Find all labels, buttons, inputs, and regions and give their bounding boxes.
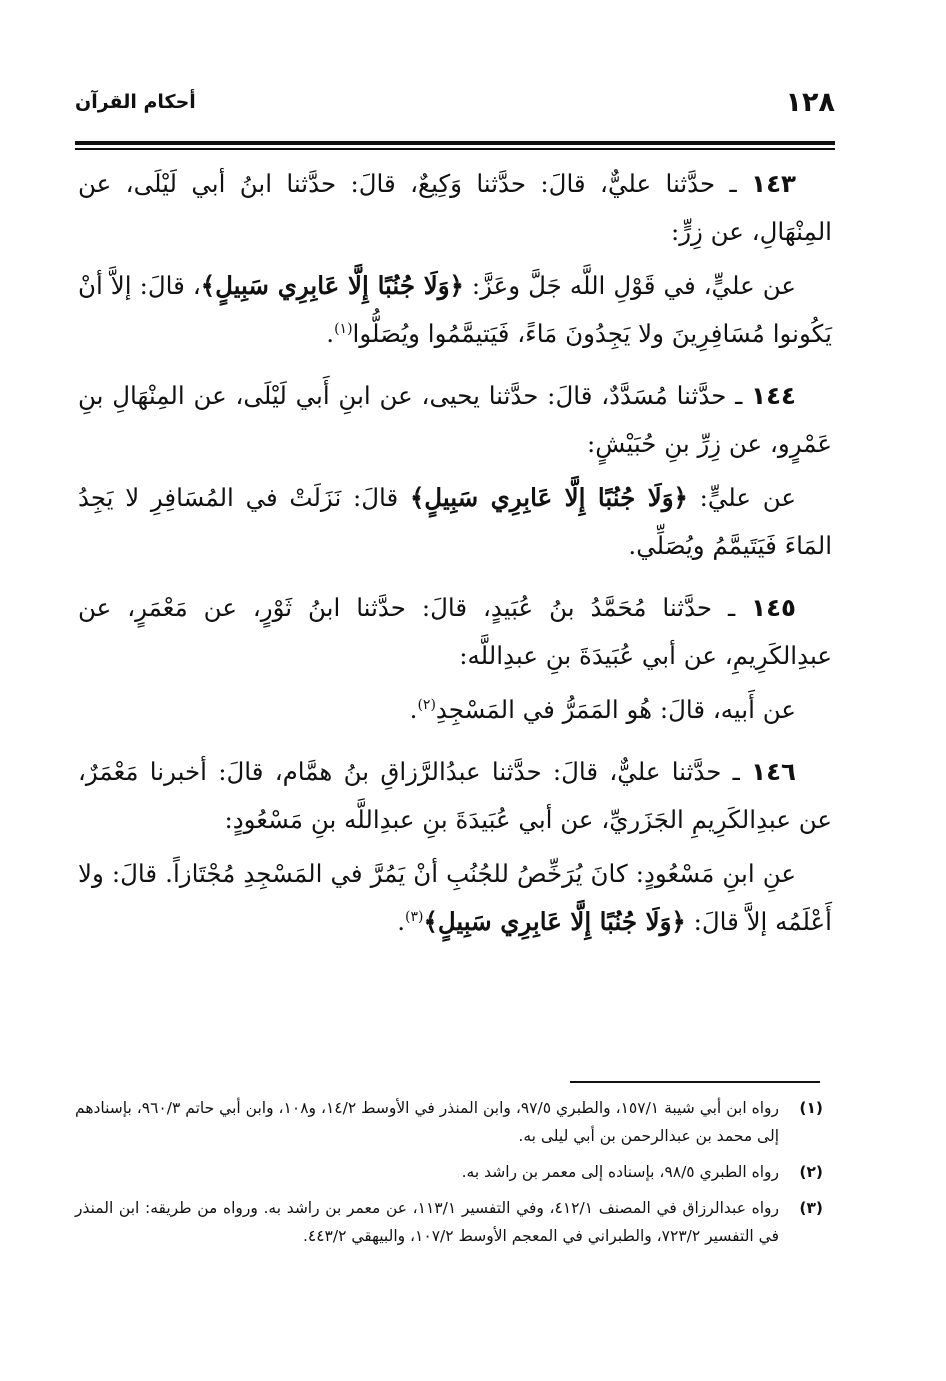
footnote-separator [570, 1081, 820, 1083]
period: . [326, 319, 335, 348]
hadith-number: ١٤٣ [751, 169, 796, 198]
footnote-1 [75, 1094, 823, 1150]
quran-verse: ﴿وَلَا جُنُبًا إِلَّا عَابِرِي سَبِيلٍ﴾ [423, 907, 686, 936]
footnote-ref[interactable]: (١) [334, 320, 353, 337]
footnote-mark: (١) [799, 1099, 823, 1117]
quran-verse: ﴿وَلَا جُنُبًا إِلَّا عَابِرِي سَبِيلٍ﴾ [409, 483, 688, 512]
footnote-mark: (٢) [799, 1163, 823, 1181]
footnote-2 [75, 1158, 823, 1186]
matn-text: عن عليٍّ، في قَوْلِ اللَّه جَلَّ وعَزَّ: [471, 271, 796, 300]
isnad-text: ـ حدَّثنا عليٌّ، قالَ: حدَّثنا وَكِيعٌ، قالَ: حدَّثنا ابنُ أبي لَيْلَى، عن المِنْهَالِ، عن زِرٍّ: [78, 169, 832, 246]
matn-text: عن أَبيه، قالَ: هُو المَمَرُّ في المَسْجِدِ [435, 695, 796, 724]
hadith-144-isnad [78, 372, 832, 468]
header-rule-thick [75, 141, 835, 145]
matn-text: عنِ ابنِ مَسْعُودٍ: كانَ يُرَخِّصُ للجُنُبِ أنْ يَمُرَّ في المَسْجِدِ مُجْتَازاً. قالَ: ولا أَعْلَمُه إلاَّ قالَ: [78, 859, 832, 936]
hadith-144-matn [78, 474, 832, 570]
hadith-143-isnad [78, 160, 832, 256]
isnad-text: ـ حدَّثنا عليٌّ، قالَ: حدَّثنا عبدُالرَّزاقِ بنُ همَّام، قالَ: أخبرنا مَعْمَرٌ، عن عبدِالكَرِيمِ الجَزَريِّ، عن أبي عُبَيدَةَ بنِ عبدِاللَّه بنِ مَسْعُودٍ: [78, 757, 832, 834]
hadith-number: ١٤٥ [751, 593, 796, 622]
footnotes [75, 1094, 823, 1258]
footnote-text: رواه ابن أبي شيبة ١٥٧/١، والطبري ٩٧/٥، وابن المنذر في الأوسط ١٤/٢، و١٠٨، وابن أبي حاتم ٩٦٠/٣، بإسنادهم إلى محمد بن عبدالرحمن بن أبي ليلى به. [75, 1099, 779, 1145]
matn-text: عن عليٍّ: [699, 483, 796, 512]
matn-text: قالَ: نَزَلَتْ في المُسَافِرِ لا يَجِدُ المَاءَ فَيَتَيمَّمُ ويُصَلِّي. [78, 483, 832, 560]
isnad-text: ـ حدَّثنا مُحَمَّدُ بنُ عُبَيدٍ، قالَ: حدَّثنا ابنُ ثَوْرٍ، عن مَعْمَرٍ، عن عبدِالكَرِيمِ، عن أبي عُبَيدَةَ بنِ عبدِاللَّه: [78, 593, 832, 670]
footnote-ref[interactable]: (٢) [417, 696, 436, 713]
hadith-143-matn [78, 262, 832, 358]
book-title: أحكام القرآن [75, 91, 196, 113]
isnad-text: ـ حدَّثنا مُسَدَّدٌ، قالَ: حدَّثنا يحيى، عن ابنِ أَبي لَيْلَى، عن المِنْهَالِ بنِ عَمْرٍو، عن زِرِّ بنِ حُبَيْشٍ: [78, 381, 832, 458]
page-number: ١٢٨ [785, 86, 835, 118]
period: . [409, 695, 418, 724]
period: . [397, 907, 406, 936]
hadith-146-isnad [78, 748, 832, 844]
matn-text: ، قالَ: إلاَّ أنْ يَكُونوا مُسَافِرِينَ ولا يَجِدُونَ مَاءً، فَيَتيمَّمُوا ويُصَلُّوا [78, 271, 832, 348]
hadith-145-isnad [78, 584, 832, 680]
running-head [75, 82, 835, 122]
header-rule-thin [75, 148, 835, 150]
footnote-text: رواه عبدالرزاق في المصنف ٤١٢/١، وفي التفسير ١١٣/١، عن معمر بن راشد به. ورواه من طريقه: ابن المنذر في التفسير ٧٢٣/٢، والطبراني في المعجم الأوسط ١٠٧/٢، والبيهقي ٤٤٣/٢. [75, 1199, 779, 1245]
quran-verse: ﴿وَلَا جُنُبًا إِلَّا عَابِرِي سَبِيلٍ﴾ [200, 271, 464, 300]
hadith-number: ١٤٤ [751, 381, 796, 410]
hadith-145-matn [78, 686, 832, 734]
hadith-number: ١٤٦ [751, 757, 796, 786]
hadith-146-matn [78, 850, 832, 946]
footnote-ref[interactable]: (٣) [405, 908, 424, 925]
footnote-3 [75, 1194, 823, 1250]
footnote-text: رواه الطبري ٩٨/٥، بإسناده إلى معمر بن راشد به. [461, 1163, 779, 1181]
footnote-mark: (٣) [799, 1199, 823, 1217]
main-text [78, 160, 832, 960]
